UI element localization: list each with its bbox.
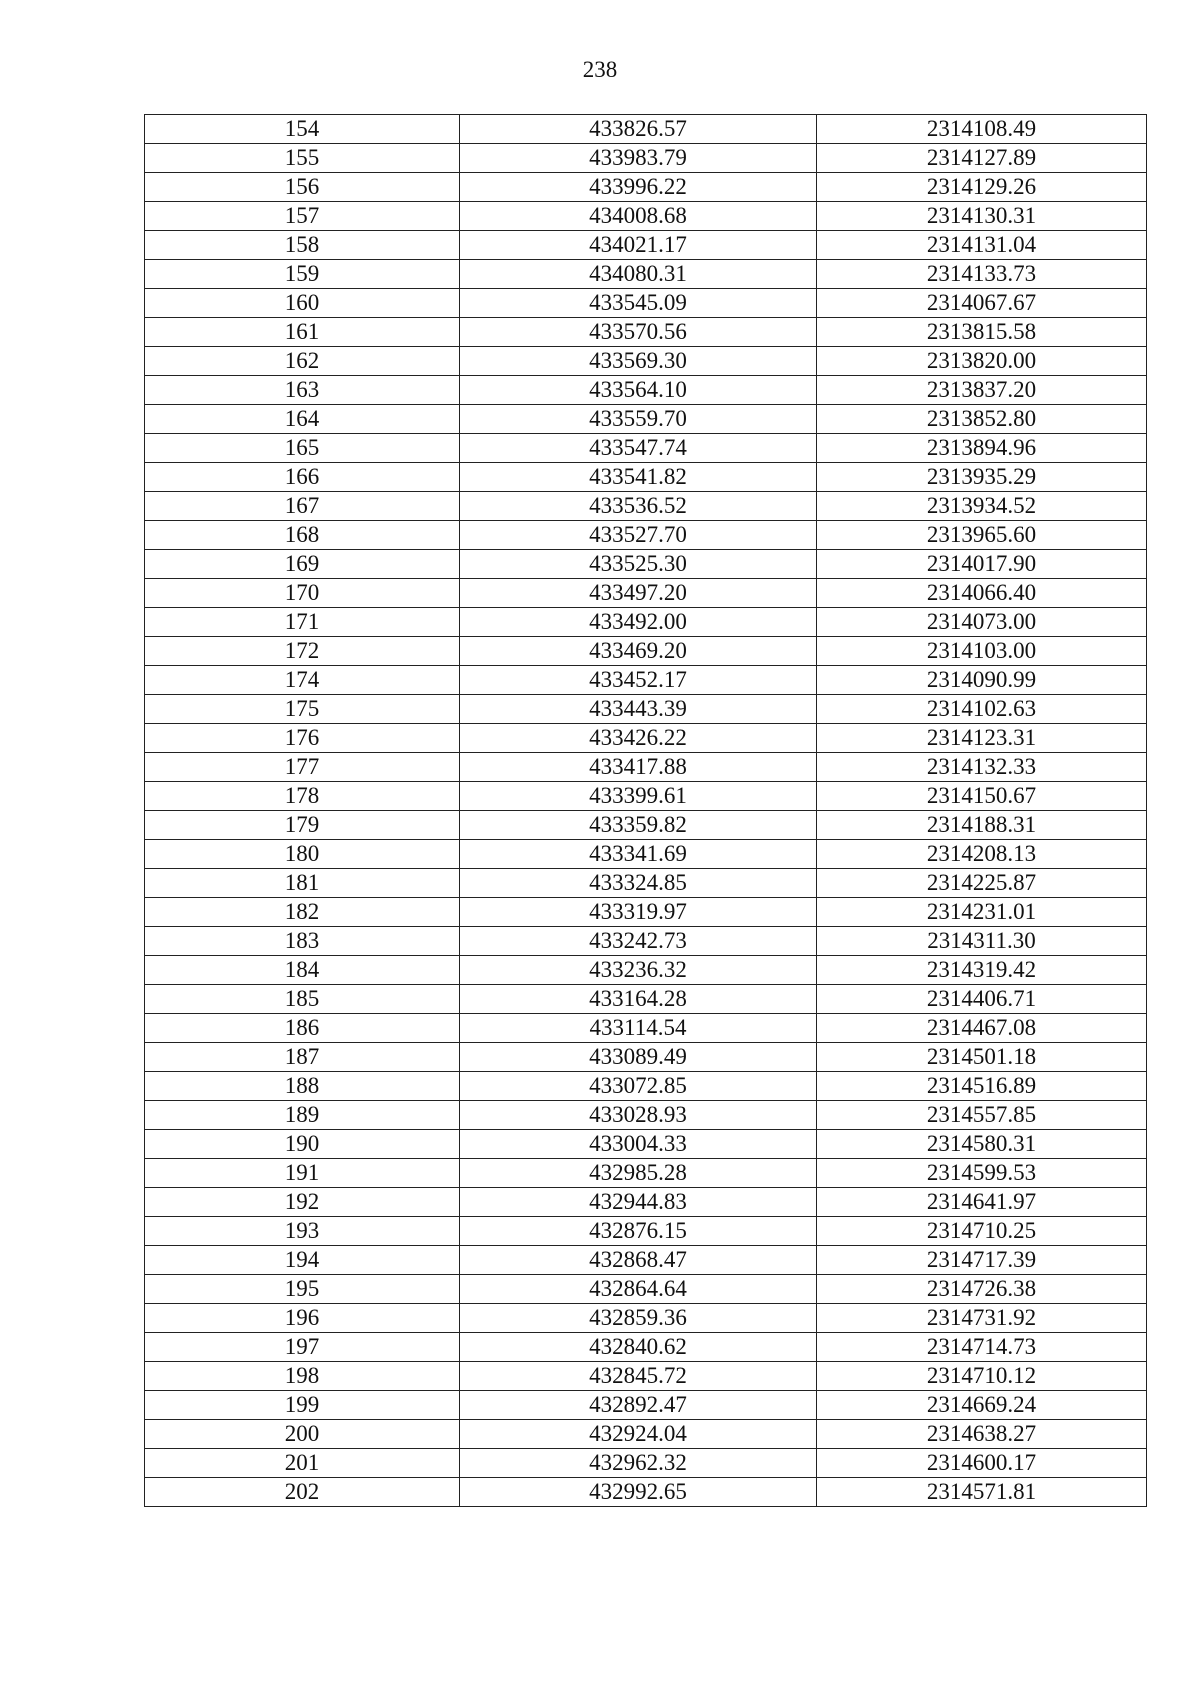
x-coordinate-cell: 433359.82 bbox=[460, 811, 817, 840]
table-row bbox=[145, 637, 1147, 666]
y-coordinate-cell: 2314208.13 bbox=[817, 840, 1147, 869]
y-coordinate-cell: 2314130.31 bbox=[817, 202, 1147, 231]
point-number-cell: 158 bbox=[145, 231, 460, 260]
table-row bbox=[145, 318, 1147, 347]
x-coordinate-cell: 433114.54 bbox=[460, 1014, 817, 1043]
point-number-cell: 163 bbox=[145, 376, 460, 405]
table-row bbox=[145, 898, 1147, 927]
y-coordinate-cell: 2314406.71 bbox=[817, 985, 1147, 1014]
table-row bbox=[145, 608, 1147, 637]
y-coordinate-cell: 2314714.73 bbox=[817, 1333, 1147, 1362]
y-coordinate-cell: 2313935.29 bbox=[817, 463, 1147, 492]
table-row bbox=[145, 1014, 1147, 1043]
y-coordinate-cell: 2314717.39 bbox=[817, 1246, 1147, 1275]
y-coordinate-cell: 2314132.33 bbox=[817, 753, 1147, 782]
table-row bbox=[145, 840, 1147, 869]
point-number-cell: 191 bbox=[145, 1159, 460, 1188]
table-row bbox=[145, 231, 1147, 260]
table-row bbox=[145, 1391, 1147, 1420]
x-coordinate-cell: 432840.62 bbox=[460, 1333, 817, 1362]
point-number-cell: 201 bbox=[145, 1449, 460, 1478]
table-row bbox=[145, 144, 1147, 173]
table-row bbox=[145, 1217, 1147, 1246]
x-coordinate-cell: 433564.10 bbox=[460, 376, 817, 405]
x-coordinate-cell: 433341.69 bbox=[460, 840, 817, 869]
point-number-cell: 171 bbox=[145, 608, 460, 637]
point-number-cell: 155 bbox=[145, 144, 460, 173]
x-coordinate-cell: 433983.79 bbox=[460, 144, 817, 173]
y-coordinate-cell: 2314188.31 bbox=[817, 811, 1147, 840]
y-coordinate-cell: 2314467.08 bbox=[817, 1014, 1147, 1043]
y-coordinate-cell: 2313894.96 bbox=[817, 434, 1147, 463]
x-coordinate-cell: 433469.20 bbox=[460, 637, 817, 666]
y-coordinate-cell: 2314066.40 bbox=[817, 579, 1147, 608]
y-coordinate-cell: 2313934.52 bbox=[817, 492, 1147, 521]
point-number-cell: 200 bbox=[145, 1420, 460, 1449]
table-row bbox=[145, 1449, 1147, 1478]
table-row bbox=[145, 695, 1147, 724]
point-number-cell: 169 bbox=[145, 550, 460, 579]
x-coordinate-cell: 433452.17 bbox=[460, 666, 817, 695]
y-coordinate-cell: 2314600.17 bbox=[817, 1449, 1147, 1478]
point-number-cell: 178 bbox=[145, 782, 460, 811]
y-coordinate-cell: 2314571.81 bbox=[817, 1478, 1147, 1507]
y-coordinate-cell: 2313815.58 bbox=[817, 318, 1147, 347]
y-coordinate-cell: 2314067.67 bbox=[817, 289, 1147, 318]
x-coordinate-cell: 433536.52 bbox=[460, 492, 817, 521]
table-row bbox=[145, 956, 1147, 985]
table-row bbox=[145, 434, 1147, 463]
coordinates-table bbox=[144, 114, 1147, 1507]
x-coordinate-cell: 432868.47 bbox=[460, 1246, 817, 1275]
x-coordinate-cell: 432859.36 bbox=[460, 1304, 817, 1333]
point-number-cell: 165 bbox=[145, 434, 460, 463]
y-coordinate-cell: 2314311.30 bbox=[817, 927, 1147, 956]
y-coordinate-cell: 2314103.00 bbox=[817, 637, 1147, 666]
y-coordinate-cell: 2314580.31 bbox=[817, 1130, 1147, 1159]
point-number-cell: 185 bbox=[145, 985, 460, 1014]
table-row bbox=[145, 869, 1147, 898]
point-number-cell: 194 bbox=[145, 1246, 460, 1275]
x-coordinate-cell: 433164.28 bbox=[460, 985, 817, 1014]
point-number-cell: 190 bbox=[145, 1130, 460, 1159]
table-row bbox=[145, 1101, 1147, 1130]
x-coordinate-cell: 433492.00 bbox=[460, 608, 817, 637]
x-coordinate-cell: 433426.22 bbox=[460, 724, 817, 753]
table-row bbox=[145, 753, 1147, 782]
table-row bbox=[145, 1362, 1147, 1391]
y-coordinate-cell: 2314129.26 bbox=[817, 173, 1147, 202]
x-coordinate-cell: 433236.32 bbox=[460, 956, 817, 985]
point-number-cell: 160 bbox=[145, 289, 460, 318]
table-row bbox=[145, 927, 1147, 956]
table-row bbox=[145, 724, 1147, 753]
x-coordinate-cell: 433399.61 bbox=[460, 782, 817, 811]
x-coordinate-cell: 433541.82 bbox=[460, 463, 817, 492]
point-number-cell: 162 bbox=[145, 347, 460, 376]
table-row bbox=[145, 782, 1147, 811]
x-coordinate-cell: 432924.04 bbox=[460, 1420, 817, 1449]
coordinates-table-body bbox=[145, 115, 1147, 1507]
point-number-cell: 170 bbox=[145, 579, 460, 608]
y-coordinate-cell: 2314102.63 bbox=[817, 695, 1147, 724]
point-number-cell: 179 bbox=[145, 811, 460, 840]
y-coordinate-cell: 2314231.01 bbox=[817, 898, 1147, 927]
point-number-cell: 198 bbox=[145, 1362, 460, 1391]
point-number-cell: 177 bbox=[145, 753, 460, 782]
y-coordinate-cell: 2314073.00 bbox=[817, 608, 1147, 637]
x-coordinate-cell: 432962.32 bbox=[460, 1449, 817, 1478]
point-number-cell: 174 bbox=[145, 666, 460, 695]
table-row bbox=[145, 492, 1147, 521]
y-coordinate-cell: 2313837.20 bbox=[817, 376, 1147, 405]
x-coordinate-cell: 434008.68 bbox=[460, 202, 817, 231]
table-row bbox=[145, 1159, 1147, 1188]
y-coordinate-cell: 2314017.90 bbox=[817, 550, 1147, 579]
table-row bbox=[145, 1478, 1147, 1507]
point-number-cell: 195 bbox=[145, 1275, 460, 1304]
x-coordinate-cell: 433242.73 bbox=[460, 927, 817, 956]
table-row bbox=[145, 1188, 1147, 1217]
x-coordinate-cell: 433089.49 bbox=[460, 1043, 817, 1072]
table-row bbox=[145, 666, 1147, 695]
point-number-cell: 189 bbox=[145, 1101, 460, 1130]
point-number-cell: 186 bbox=[145, 1014, 460, 1043]
table-row bbox=[145, 115, 1147, 144]
x-coordinate-cell: 432944.83 bbox=[460, 1188, 817, 1217]
x-coordinate-cell: 433559.70 bbox=[460, 405, 817, 434]
point-number-cell: 181 bbox=[145, 869, 460, 898]
x-coordinate-cell: 434080.31 bbox=[460, 260, 817, 289]
x-coordinate-cell: 432864.64 bbox=[460, 1275, 817, 1304]
x-coordinate-cell: 433826.57 bbox=[460, 115, 817, 144]
table-row bbox=[145, 521, 1147, 550]
table-row bbox=[145, 1072, 1147, 1101]
point-number-cell: 187 bbox=[145, 1043, 460, 1072]
y-coordinate-cell: 2313965.60 bbox=[817, 521, 1147, 550]
table-row bbox=[145, 376, 1147, 405]
x-coordinate-cell: 433319.97 bbox=[460, 898, 817, 927]
y-coordinate-cell: 2314090.99 bbox=[817, 666, 1147, 695]
table-row bbox=[145, 1304, 1147, 1333]
x-coordinate-cell: 433570.56 bbox=[460, 318, 817, 347]
point-number-cell: 202 bbox=[145, 1478, 460, 1507]
y-coordinate-cell: 2313820.00 bbox=[817, 347, 1147, 376]
y-coordinate-cell: 2314150.67 bbox=[817, 782, 1147, 811]
x-coordinate-cell: 433525.30 bbox=[460, 550, 817, 579]
point-number-cell: 166 bbox=[145, 463, 460, 492]
point-number-cell: 183 bbox=[145, 927, 460, 956]
table-row bbox=[145, 985, 1147, 1014]
x-coordinate-cell: 433545.09 bbox=[460, 289, 817, 318]
x-coordinate-cell: 432876.15 bbox=[460, 1217, 817, 1246]
y-coordinate-cell: 2314710.12 bbox=[817, 1362, 1147, 1391]
x-coordinate-cell: 434021.17 bbox=[460, 231, 817, 260]
y-coordinate-cell: 2314599.53 bbox=[817, 1159, 1147, 1188]
x-coordinate-cell: 433443.39 bbox=[460, 695, 817, 724]
point-number-cell: 184 bbox=[145, 956, 460, 985]
x-coordinate-cell: 433324.85 bbox=[460, 869, 817, 898]
table-row bbox=[145, 1420, 1147, 1449]
y-coordinate-cell: 2314123.31 bbox=[817, 724, 1147, 753]
y-coordinate-cell: 2314641.97 bbox=[817, 1188, 1147, 1217]
table-row bbox=[145, 463, 1147, 492]
point-number-cell: 156 bbox=[145, 173, 460, 202]
x-coordinate-cell: 432845.72 bbox=[460, 1362, 817, 1391]
point-number-cell: 168 bbox=[145, 521, 460, 550]
y-coordinate-cell: 2314516.89 bbox=[817, 1072, 1147, 1101]
table-row bbox=[145, 347, 1147, 376]
table-row bbox=[145, 202, 1147, 231]
point-number-cell: 172 bbox=[145, 637, 460, 666]
x-coordinate-cell: 432985.28 bbox=[460, 1159, 817, 1188]
y-coordinate-cell: 2314669.24 bbox=[817, 1391, 1147, 1420]
x-coordinate-cell: 433996.22 bbox=[460, 173, 817, 202]
y-coordinate-cell: 2314108.49 bbox=[817, 115, 1147, 144]
table-row bbox=[145, 405, 1147, 434]
point-number-cell: 154 bbox=[145, 115, 460, 144]
y-coordinate-cell: 2314131.04 bbox=[817, 231, 1147, 260]
page-number: 238 bbox=[582, 57, 618, 82]
y-coordinate-cell: 2314557.85 bbox=[817, 1101, 1147, 1130]
point-number-cell: 199 bbox=[145, 1391, 460, 1420]
point-number-cell: 164 bbox=[145, 405, 460, 434]
point-number-cell: 188 bbox=[145, 1072, 460, 1101]
y-coordinate-cell: 2314638.27 bbox=[817, 1420, 1147, 1449]
point-number-cell: 157 bbox=[145, 202, 460, 231]
y-coordinate-cell: 2314127.89 bbox=[817, 144, 1147, 173]
y-coordinate-cell: 2314319.42 bbox=[817, 956, 1147, 985]
x-coordinate-cell: 433072.85 bbox=[460, 1072, 817, 1101]
point-number-cell: 196 bbox=[145, 1304, 460, 1333]
x-coordinate-cell: 433527.70 bbox=[460, 521, 817, 550]
table-row bbox=[145, 1043, 1147, 1072]
x-coordinate-cell: 433547.74 bbox=[460, 434, 817, 463]
point-number-cell: 197 bbox=[145, 1333, 460, 1362]
y-coordinate-cell: 2314225.87 bbox=[817, 869, 1147, 898]
point-number-cell: 182 bbox=[145, 898, 460, 927]
x-coordinate-cell: 433004.33 bbox=[460, 1130, 817, 1159]
x-coordinate-cell: 433417.88 bbox=[460, 753, 817, 782]
table-row bbox=[145, 1130, 1147, 1159]
y-coordinate-cell: 2314501.18 bbox=[817, 1043, 1147, 1072]
point-number-cell: 161 bbox=[145, 318, 460, 347]
y-coordinate-cell: 2314726.38 bbox=[817, 1275, 1147, 1304]
point-number-cell: 176 bbox=[145, 724, 460, 753]
table-row bbox=[145, 260, 1147, 289]
y-coordinate-cell: 2314133.73 bbox=[817, 260, 1147, 289]
point-number-cell: 167 bbox=[145, 492, 460, 521]
x-coordinate-cell: 433028.93 bbox=[460, 1101, 817, 1130]
table-row bbox=[145, 1246, 1147, 1275]
point-number-cell: 175 bbox=[145, 695, 460, 724]
x-coordinate-cell: 432892.47 bbox=[460, 1391, 817, 1420]
table-row bbox=[145, 579, 1147, 608]
y-coordinate-cell: 2314731.92 bbox=[817, 1304, 1147, 1333]
point-number-cell: 192 bbox=[145, 1188, 460, 1217]
x-coordinate-cell: 433497.20 bbox=[460, 579, 817, 608]
x-coordinate-cell: 432992.65 bbox=[460, 1478, 817, 1507]
table-row bbox=[145, 173, 1147, 202]
y-coordinate-cell: 2313852.80 bbox=[817, 405, 1147, 434]
point-number-cell: 159 bbox=[145, 260, 460, 289]
table-row bbox=[145, 1275, 1147, 1304]
point-number-cell: 180 bbox=[145, 840, 460, 869]
table-row bbox=[145, 811, 1147, 840]
x-coordinate-cell: 433569.30 bbox=[460, 347, 817, 376]
y-coordinate-cell: 2314710.25 bbox=[817, 1217, 1147, 1246]
table-row bbox=[145, 289, 1147, 318]
table-row bbox=[145, 1333, 1147, 1362]
table-row bbox=[145, 550, 1147, 579]
point-number-cell: 193 bbox=[145, 1217, 460, 1246]
